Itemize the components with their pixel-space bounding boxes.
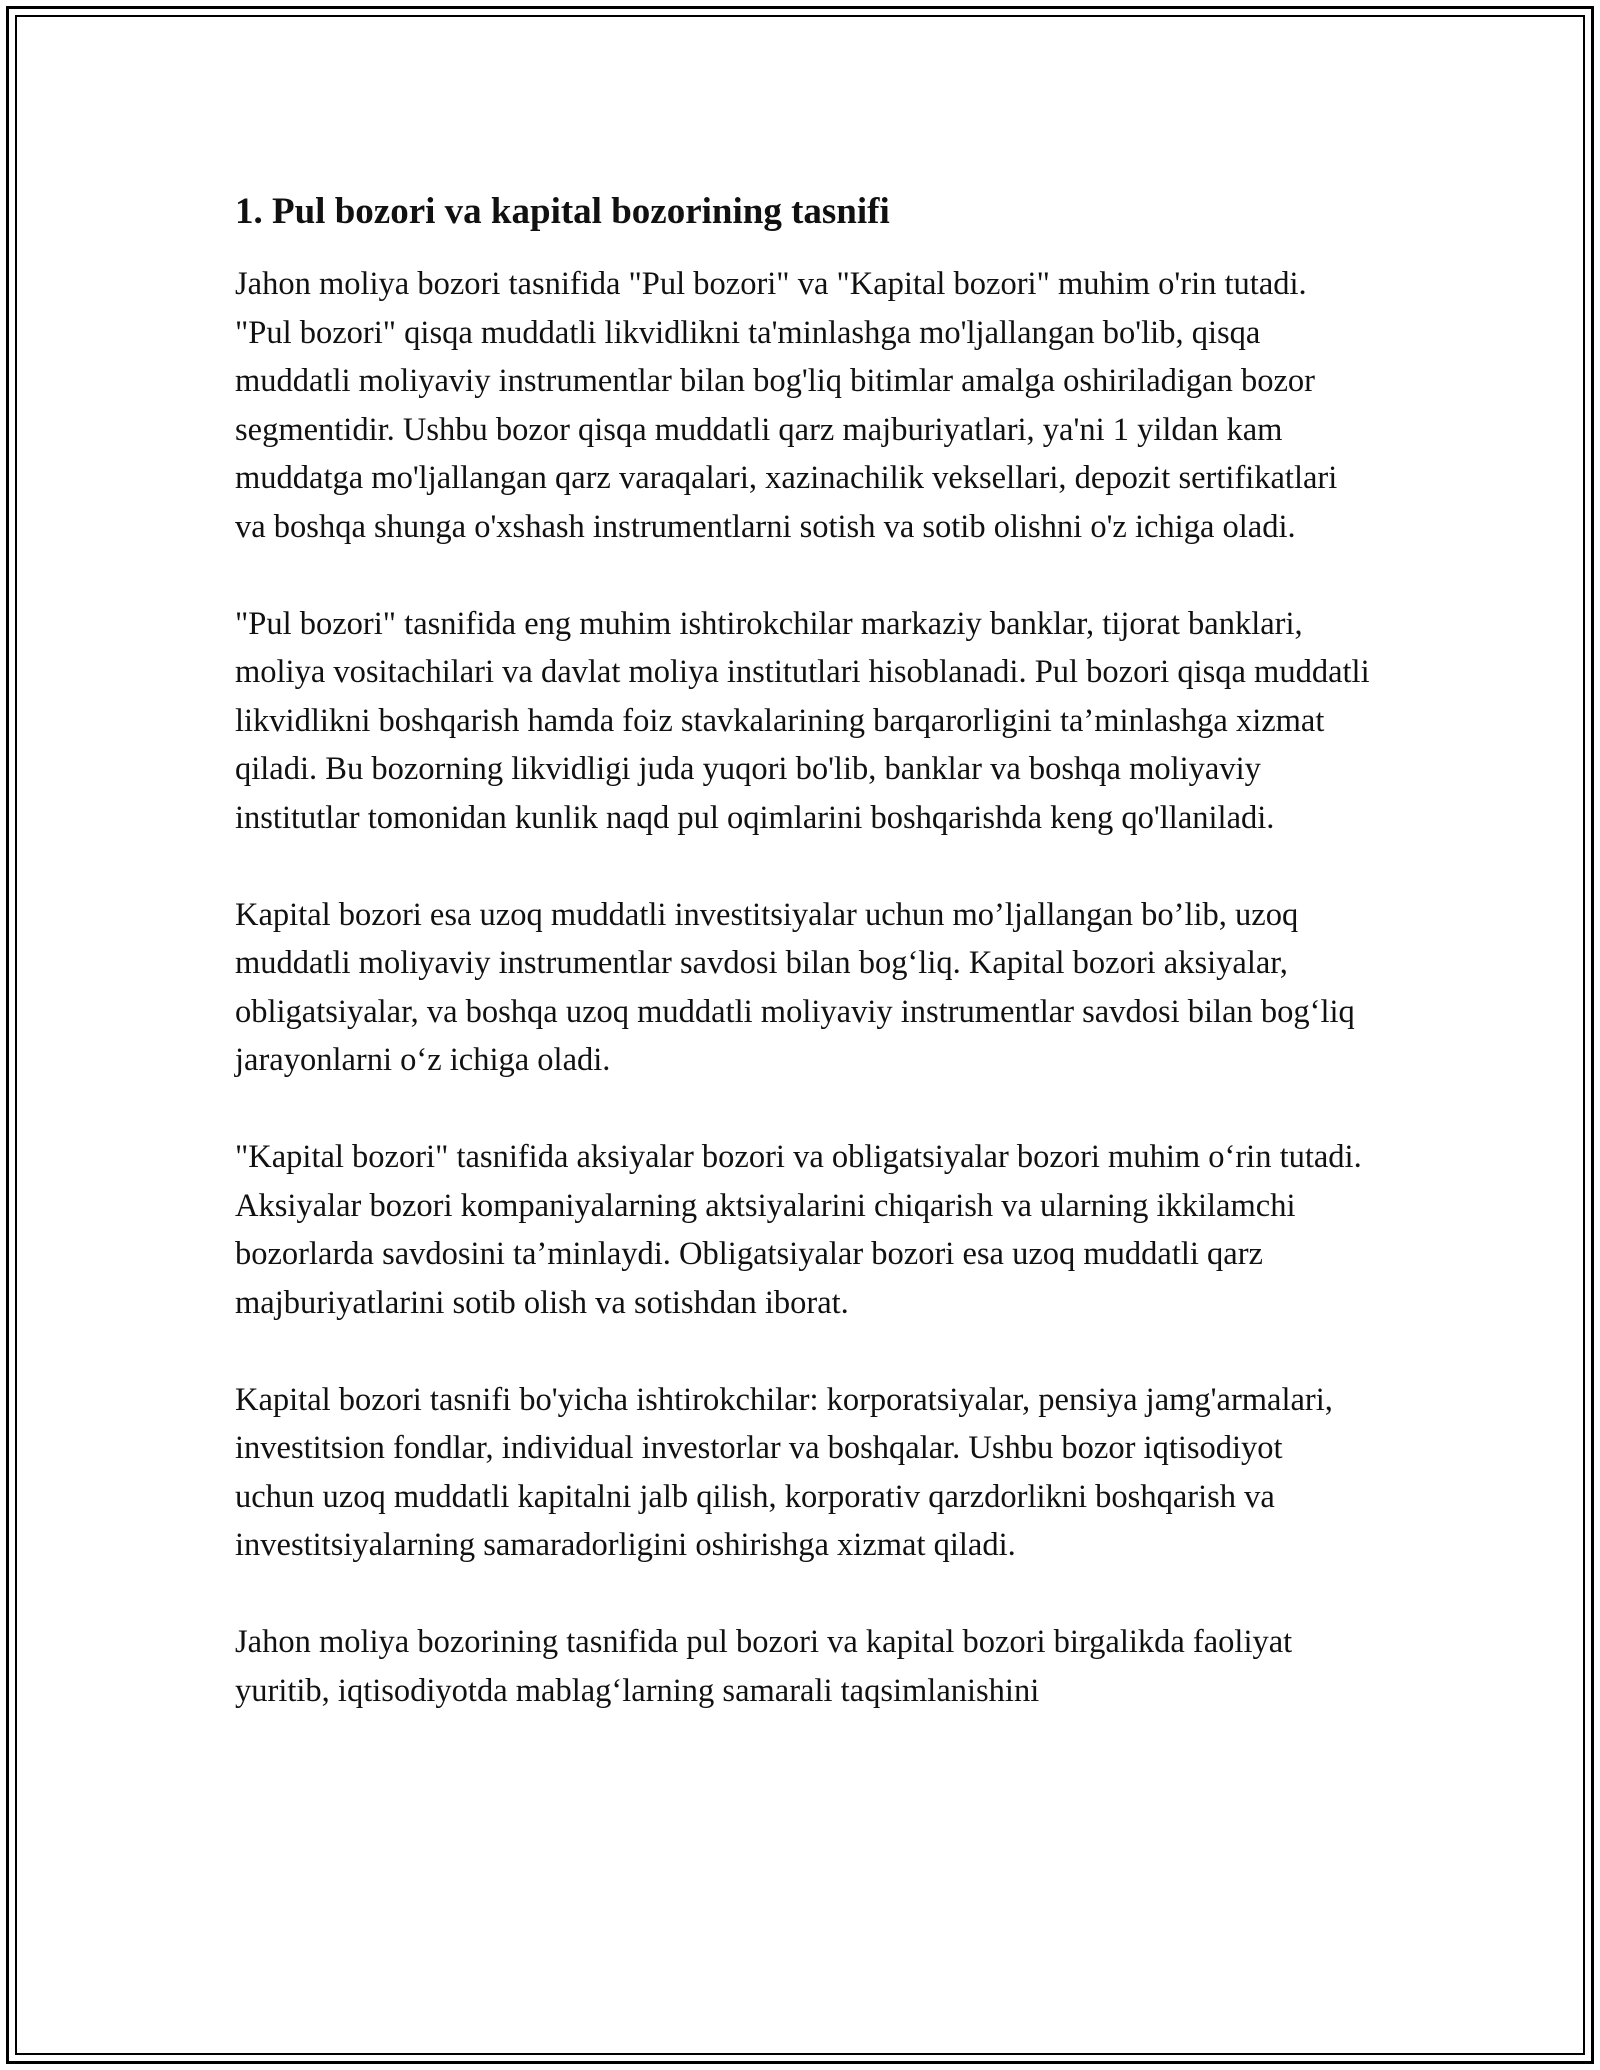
- paragraph-6: Jahon moliya bozorining tasnifida pul bozori va kapital bozori birgalikda faoliyat yuritib, iqtisodiyotda mablag‘larning samarali taqsimlanishini: [235, 1624, 1293, 1709]
- paragraph-3: Kapital bozori esa uzoq muddatli investitsiyalar uchun mo’ljallangan bo’lib, uzoq muddatli moliyaviy instrumentlar savdosi bilan bog‘liq. Kapital bozori aksiyalar, obligatsiyalar, va boshqa uzoq muddatli moliyaviy instrumentlar savdosi bilan bog‘liq jarayonlarni o‘z ichiga oladi.: [235, 896, 1355, 1078]
- paragraph-2: "Pul bozori" tasnifida eng muhim ishtirokchilar markaziy banklar, tijorat banklari, moliya vositachilari va davlat moliya institutlari hisoblanadi. Pul bozori qisqa muddatli likvidlikni boshqarish hamda foiz stavkalarining barqarorligini ta’minlashga xizmat qiladi. Bu bozorning likvidligi juda yuqori bo'lib, banklar va boshqa moliyaviy institutlar tomonidan kunlik naqd pul oqimlarini boshqarishda keng qo'llaniladi.: [235, 605, 1370, 836]
- section-title: 1. Pul bozori va kapital bozorining tasnifi: [235, 191, 890, 232]
- document-body: [235, 188, 1370, 1715]
- paragraph-5: Kapital bozori tasnifi bo'yicha ishtirokchilar: korporatsiyalar, pensiya jamg'armalari, investitsion fondlar, individual investorlar va boshqalar. Ushbu bozor iqtisodiyot uchun uzoq muddatli kapitalni jalb qilish, korporativ qarzdorlikni boshqarish va investitsiyalarning samaradorligini oshirishga xizmat qiladi.: [235, 1381, 1333, 1563]
- paragraph-1: Jahon moliya bozori tasnifida "Pul bozori" va "Kapital bozori" muhim o'rin tutadi. "Pul bozori" qisqa muddatli likvidlikni ta'minlashga mo'ljallangan bo'lib, qisqa muddatli moliyaviy instrumentlar bilan bog'liq bitimlar amalga oshiriladigan bozor segmentidir. Ushbu bozor qisqa muddatli qarz majburiyatlari, ya'ni 1 yildan kam muddatga mo'ljallangan qarz varaqalari, xazinachilik veksellari, depozit sertifikatlari va boshqa shunga o'xshash instrumentlarni sotish va sotib olishni o'z ichiga oladi.: [235, 266, 1338, 545]
- paragraph-4: "Kapital bozori" tasnifida aksiyalar bozori va obligatsiyalar bozori muhim o‘rin tutadi. Aksiyalar bozori kompaniyalarning aktsiyalarini chiqarish va ularning ikkilamchi bozorlarda savdosini ta’minlaydi. Obligatsiyalar bozori esa uzoq muddatli qarz majburiyatlarini sotib olish va sotishdan iborat.: [235, 1139, 1362, 1321]
